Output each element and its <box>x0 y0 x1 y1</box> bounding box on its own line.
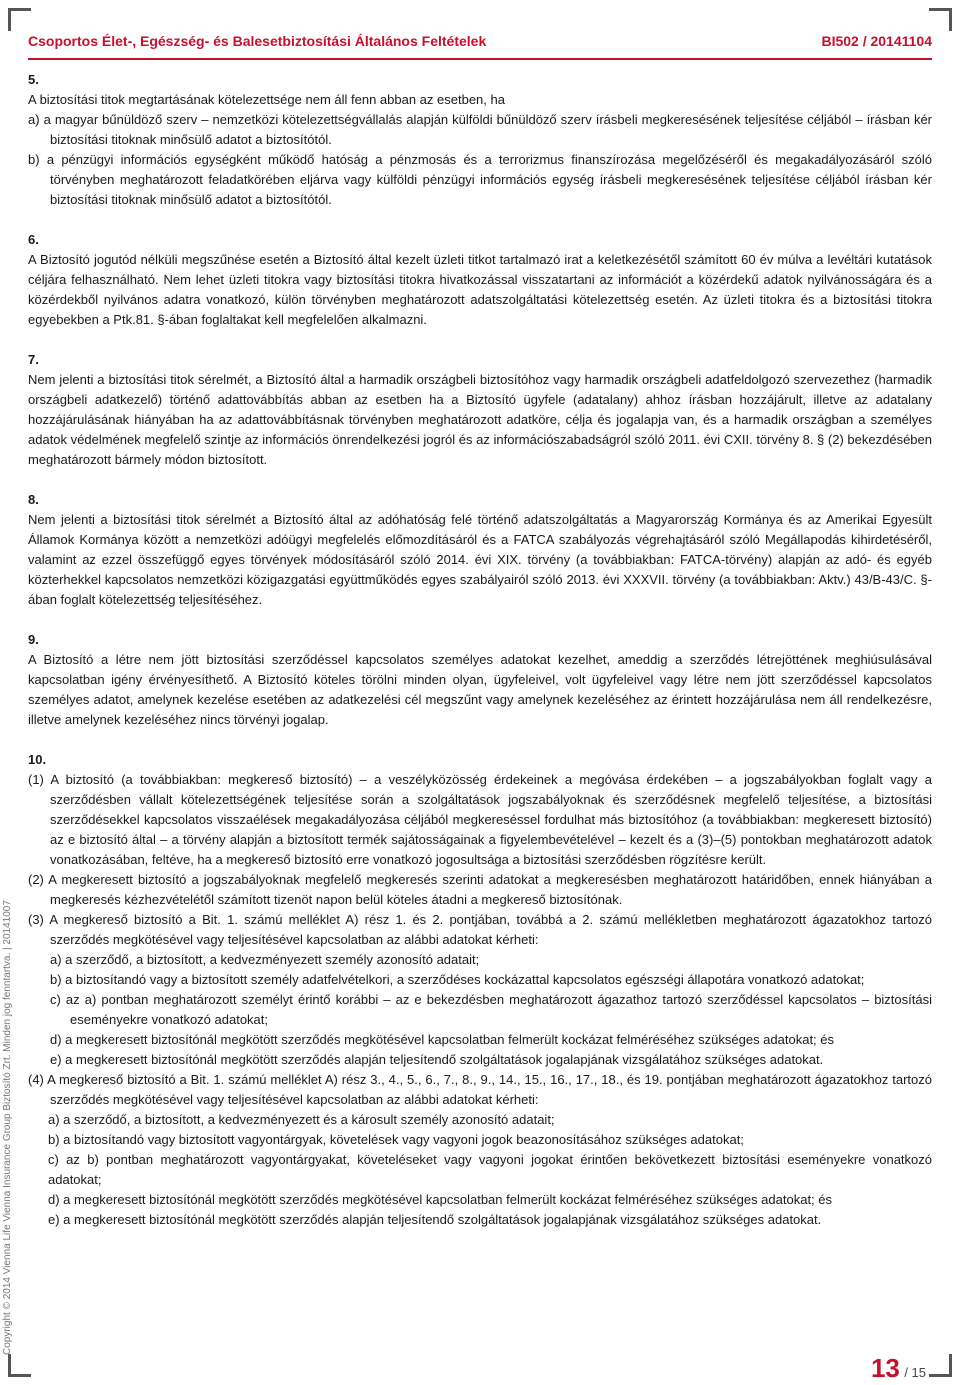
document-body <box>28 70 932 1250</box>
list-item: b) a pénzügyi információs egységként működő hatóság a pénzmosás és a terrorizmus finanszírozása megelőzéséről és megakadályozásáról szóló törvényben meghatározott feladatkörében eljárva vagy külföldi pénzügyi információs egység írásbeli megkeresésének teljesítése céljából írásban kér biztosítási titoknak minősülő adatot a biztosítótól. <box>28 152 932 207</box>
list-item: d) a megkeresett biztosítónál megkötött szerződés megkötésével kapcsolatban felmerült kockázat felméréséhez szükséges adatokat; és <box>48 1192 833 1207</box>
section-intro: A biztosítási titok megtartásának kötelezettsége nem áll fenn abban az esetben, ha <box>28 92 505 107</box>
current-page: 13 <box>870 1353 900 1383</box>
crop-mark-bottom-left <box>8 1354 31 1377</box>
list-item: e) a megkeresett biztosítónál megkötött szerződés alapján teljesítendő szolgáltatások jogalapjának vizsgálatához szükséges adatokat. <box>48 1212 822 1227</box>
list-item: c) az b) pontban meghatározott vagyontárgyakat, követeléseket vagy vagyoni jogokat érintően bekövetkezett biztosítási eseményekre vonatkozó adatokat; <box>48 1152 932 1187</box>
crop-mark-bottom-right <box>929 1354 952 1377</box>
copyright-side-text: Copyright © 2014 Vienna Life Vienna Insurance Group Biztosító Zrt. Minden jog fenntartva. | 20141007 <box>2 900 13 1355</box>
list-item: b) a biztosítandó vagy a biztosított személy adatfelvételkori, a szerződéses kockázattal kapcsolatos egészségi állapotára vonatkozó adatokat; <box>50 972 865 987</box>
section-9 <box>28 630 932 730</box>
paragraph-3: (3) A megkereső biztosító a Bit. 1. számú melléklet A) rész 1. és 2. pontjában, továbbá a 2. számú mellékletben meghatározott ágazatokhoz tartozó szerződés megkötésével vagy teljesítésével kapcsolatban az alábbi adatokat kérheti: <box>28 912 932 947</box>
section-number: 8. <box>28 492 39 507</box>
section-10 <box>28 750 932 1230</box>
section-8 <box>28 490 932 610</box>
header-title: Csoportos Élet-, Egészség- és Balesetbiztosítási Általános Feltételek <box>28 33 487 49</box>
crop-mark-top-left <box>8 8 31 31</box>
section-text: Nem jelenti a biztosítási titok sérelmét, a Biztosító által a harmadik országbeli biztosítóhoz vagy harmadik országbeli adatfeldolgozó szervezethez (harmadik országbeli adatkezelő) történő adattovábbítás abban az esetben ha a Biztosító ügyfele (adatalany) ahhoz írásban hozzájárult, illetve az adatalany hozzájárulásának hiányában ha az adattovábbításnak törvényben meghatározott adatköre, célja és jogalapja van, és a harmadik országban a személyes adatok védelmének megfelelő szintje az információs önrendelkezési jogról és az információszabadságról szóló 2011. évi CXII. törvény 8. § (2) bekezdésében meghatározott bármely módon biztosított. <box>28 372 932 467</box>
list-item: c) az a) pontban meghatározott személyt érintő korábbi – az e bekezdésben meghatározott ágazathoz tartozó szerződéssel kapcsolatos – biztosítási eseményekre vonatkozó adatokat; <box>50 992 932 1027</box>
section-number: 9. <box>28 632 39 647</box>
section-6 <box>28 230 932 330</box>
header-doc-code: BI502 / 20141104 <box>821 33 932 49</box>
list-item: a) a magyar bűnüldöző szerv – nemzetközi kötelezettségvállalás alapján külföldi bűnüldöző szerv írásbeli megkeresésének teljesítése céljából – írásban kér biztosítási titoknak minősülő adatot a biztosítótól. <box>28 112 932 147</box>
section-text: A Biztosító a létre nem jött biztosítási szerződéssel kapcsolatos személyes adatokat kezelhet, ameddig a szerződés létrejöttének meghiúsulásával kapcsolatban igény érvényesíthető. A Biztosító köteles törölni minden olyan, ügyfeleivel, volt ügyfeleivel vagy létre nem jött szerződéssel kapcsolatos személyes adatot, amelynek kezelése esetében az adatkezelési cél megszűnt vagy amelynek kezeléséhez az érintett hozzájárulása nem áll rendelkezésre, illetve amelynek kezeléséhez nincs törvényi jogalap. <box>28 652 932 727</box>
header-rule <box>28 58 932 60</box>
list-item: a) a szerződő, a biztosított, a kedvezményezett személy azonosító adatait; <box>50 952 480 967</box>
section-number: 10. <box>28 752 47 767</box>
total-pages: / 15 <box>904 1365 926 1380</box>
list-item: d) a megkeresett biztosítónál megkötött szerződés megkötésével kapcsolatban felmerült kockázat felméréséhez szükséges adatokat; és <box>50 1032 835 1047</box>
section-text: Nem jelenti a biztosítási titok sérelmét a Biztosító által az adóhatóság felé történő adatszolgáltatás a Magyarország Kormánya és az Amerikai Egyesült Államok Kormánya között a nemzetközi adóügyi megfelelés előmozdításáról és a FATCA szabályozás végrehajtásáról szóló Megállapodás kihirdetéséről, valamint az ezzel összefüggő egyes törvények módosításáról szóló 2014. évi XIX. törvény (a továbbiakban: FATCA-törvény) alapján az adó- és egyéb közterhekkel kapcsolatos nemzetközi közigazgatási együttműködés egyes szabályairól szóló 2013. évi XXXVII. törvény (a továbbiakban: Aktv.) 43/B-43/C. §-ában foglalt kötelezettség teljesítéséhez. <box>28 512 932 607</box>
paragraph-2: (2) A megkeresett biztosító a jogszabályoknak megfelelő megkeresés szerinti adatokat a megkeresésben meghatározott határidőben, ennek hiányában a megkeresés kézhezvételétől számított tizenöt napon belül köteles átadni a megkereső biztosítónak. <box>28 872 932 907</box>
list-item: e) a megkeresett biztosítónál megkötött szerződés alapján teljesítendő szolgáltatások jogalapjának vizsgálatához szükséges adatokat. <box>50 1052 824 1067</box>
section-7 <box>28 350 932 470</box>
section-number: 7. <box>28 352 39 367</box>
section-number: 6. <box>28 232 39 247</box>
page-number <box>871 1353 926 1384</box>
section-number: 5. <box>28 72 39 87</box>
list-item: a) a szerződő, a biztosított, a kedvezményezett és a károsult személy azonosító adatait; <box>48 1112 555 1127</box>
list-item: b) a biztosítandó vagy biztosított vagyontárgyak, követelések vagy vagyoni jogok beazonosításához szükséges adatokat; <box>48 1132 744 1147</box>
section-5 <box>28 70 932 210</box>
paragraph-1: (1) A biztosító (a továbbiakban: megkereső biztosító) – a veszélyközösség érdekeinek a megóvása érdekében – a jogszabályokban foglalt vagy a szerződésben vállalt kötelezettségének teljesítése során a szolgáltatások jogszabályoknak és szerződésnek megfelelő teljesítése, a biztosítási szerződésekkel kapcsolatos visszaélések megakadályozása céljából megkereséssel fordulhat más biztosítóhoz (a továbbiakban: megkeresett biztosító) az e biztosító által – a törvény alapján a biztosított termék sajátosságainak a figyelembevételével – kezelt és a (3)–(5) pontokban meghatározott adatok vonatkozásában, feltéve, ha a megkereső biztosító erre vonatkozó jogosultsága a biztosítási szerződésben rögzítésre került. <box>28 772 932 867</box>
crop-mark-top-right <box>929 8 952 31</box>
section-text: A Biztosító jogutód nélküli megszűnése esetén a Biztosító által kezelt üzleti titkot tartalmazó irat a keletkezésétől számított 60 év múlva a levéltári kutatások céljára felhasználható. Nem lehet üzleti titokra vagy biztosítási titokra hivatkozással visszatartani az információt a közérdekű adatok nyilvánosságára és a közérdekből nyilvános adatra vonatkozó, külön törvényben meghatározott adatszolgáltatási kötelezettség esetén. Az üzleti titokra és a biztosítási titokra egyebekben a Ptk.81. §-ában foglaltakat kell megfelelően alkalmazni. <box>28 252 932 327</box>
paragraph-4: (4) A megkereső biztosító a Bit. 1. számú melléklet A) rész 3., 4., 5., 6., 7., 8., 9., 14., 15., 16., 17., 18., és 19. pontjában meghatározott ágazatokhoz tartozó szerződés megkötésével vagy teljesítésével kapcsolatban az alábbi adatokat kérheti: <box>28 1072 932 1107</box>
